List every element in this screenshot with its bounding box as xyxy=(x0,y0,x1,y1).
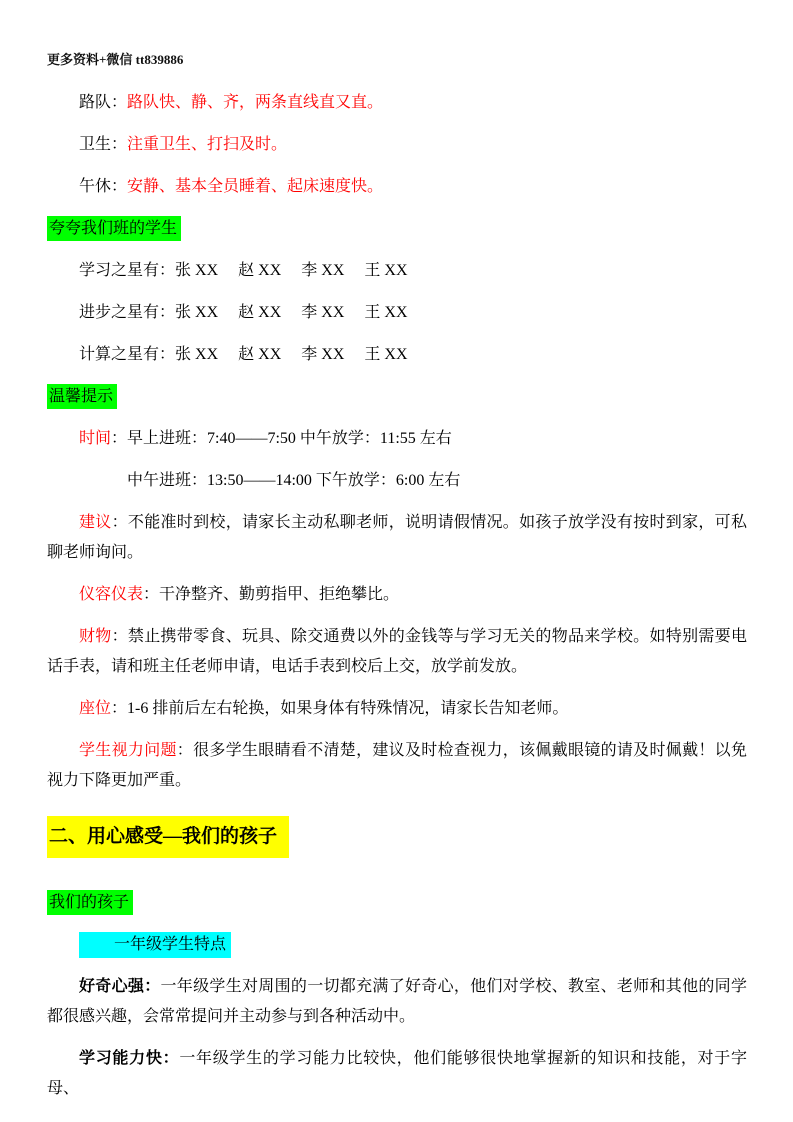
tip-text: ：很多学生眼睛看不清楚，建议及时检查视力，该佩戴眼镜的请及时佩戴！以免视力下降更加严重。 xyxy=(47,742,747,789)
tip-label: 仪容仪表 xyxy=(79,586,144,603)
subheading-cyan-highlight: 一年级学生特点 xyxy=(79,932,231,958)
student-name: 王 XX xyxy=(364,304,408,321)
student-name: 赵 XX xyxy=(238,304,282,321)
praise-row-calc xyxy=(47,340,747,370)
trait-paragraph-learning xyxy=(47,1044,747,1104)
watermark-text: 更多资料+微信 tt839886 xyxy=(47,52,184,67)
time-paragraph-line2 xyxy=(47,466,747,496)
routine-paragraph-wuxiu xyxy=(47,172,747,202)
praise-row-progress xyxy=(47,298,747,328)
trait-text: 一年级学生对周围的一切都充满了好奇心，他们对学校、教室、老师和其他的同学都很感兴趣，会常常提问并主动参与到各种活动中。 xyxy=(47,978,747,1025)
tip-paragraph-advice xyxy=(47,508,747,568)
subheading-green-highlight: 我们的孩子 xyxy=(47,890,133,915)
section2-heading xyxy=(47,816,747,858)
routine-label: 路队： xyxy=(79,94,128,111)
subheading-our-children xyxy=(47,888,747,918)
student-name: 张 XX xyxy=(175,346,219,363)
student-name: 张 XX xyxy=(175,304,219,321)
time-label: 时间 xyxy=(79,430,112,447)
tip-label: 财物 xyxy=(79,628,112,645)
student-name: 李 XX xyxy=(301,346,345,363)
tip-text: ：干净整齐、勤剪指甲、拒绝攀比。 xyxy=(143,586,400,603)
routine-paragraph-weisheng xyxy=(47,130,747,160)
praise-row-label: 计算之星有： xyxy=(79,346,176,363)
tip-label: 座位 xyxy=(79,700,112,717)
routine-label: 午休： xyxy=(79,178,128,195)
time-line2: 中午进班：13:50——14:00 下午放学：6:00 左右 xyxy=(127,472,461,489)
tip-label: 建议 xyxy=(79,514,112,531)
tip-paragraph-appearance xyxy=(47,580,747,610)
praise-row-label: 学习之星有： xyxy=(79,262,176,279)
tip-text: ：1-6 排前后左右轮换，如果身体有特殊情况，请家长告知老师。 xyxy=(111,700,569,717)
subheading-grade1-traits xyxy=(47,930,747,960)
tip-paragraph-property xyxy=(47,622,747,682)
routine-value: 注重卫生、打扫及时。 xyxy=(127,136,288,153)
tip-label: 学生视力问题 xyxy=(79,742,177,759)
trait-label: 好奇心强： xyxy=(79,978,161,995)
tip-text: ：不能准时到校，请家长主动私聊老师，说明请假情况。如孩子放学没有按时到家，可私聊老师询问。 xyxy=(47,514,747,561)
tip-text: ：禁止携带零食、玩具、除交通费以外的金钱等与学习无关的物品来学校。如特别需要电话手表，请和班主任老师申请，电话手表到校后上交，放学前发放。 xyxy=(47,628,747,675)
praise-row-label: 进步之星有： xyxy=(79,304,176,321)
tips-heading xyxy=(47,382,747,412)
student-name: 李 XX xyxy=(301,304,345,321)
routine-value: 安静、基本全员睡着、起床速度快。 xyxy=(127,178,384,195)
praise-row-study xyxy=(47,256,747,286)
student-name: 王 XX xyxy=(364,346,408,363)
tips-heading-highlight: 温馨提示 xyxy=(47,384,117,409)
routine-value: 路队快、静、齐，两条直线直又直。 xyxy=(127,94,384,111)
student-name: 赵 XX xyxy=(238,346,282,363)
student-name: 王 XX xyxy=(364,262,408,279)
tip-paragraph-seat xyxy=(47,694,747,724)
tip-paragraph-eyesight xyxy=(47,736,747,796)
praise-heading xyxy=(47,214,747,244)
trait-paragraph-curiosity xyxy=(47,972,747,1032)
trait-text: 一年级学生的学习能力比较快，他们能够很快地掌握新的知识和技能，对于字母、 xyxy=(47,1050,747,1097)
time-paragraph-line1 xyxy=(47,424,747,454)
trait-label: 学习能力快： xyxy=(79,1050,180,1067)
section2-heading-highlight: 二、用心感受—我们的孩子 xyxy=(47,816,289,858)
time-line1: ：早上进班：7:40——7:50 中午放学：11:55 左右 xyxy=(111,430,452,447)
student-name: 李 XX xyxy=(301,262,345,279)
student-name: 赵 XX xyxy=(238,262,282,279)
routine-label: 卫生： xyxy=(79,136,128,153)
student-name: 张 XX xyxy=(175,262,219,279)
praise-heading-highlight: 夸夸我们班的学生 xyxy=(47,216,181,241)
routine-paragraph-luidui xyxy=(47,88,747,118)
